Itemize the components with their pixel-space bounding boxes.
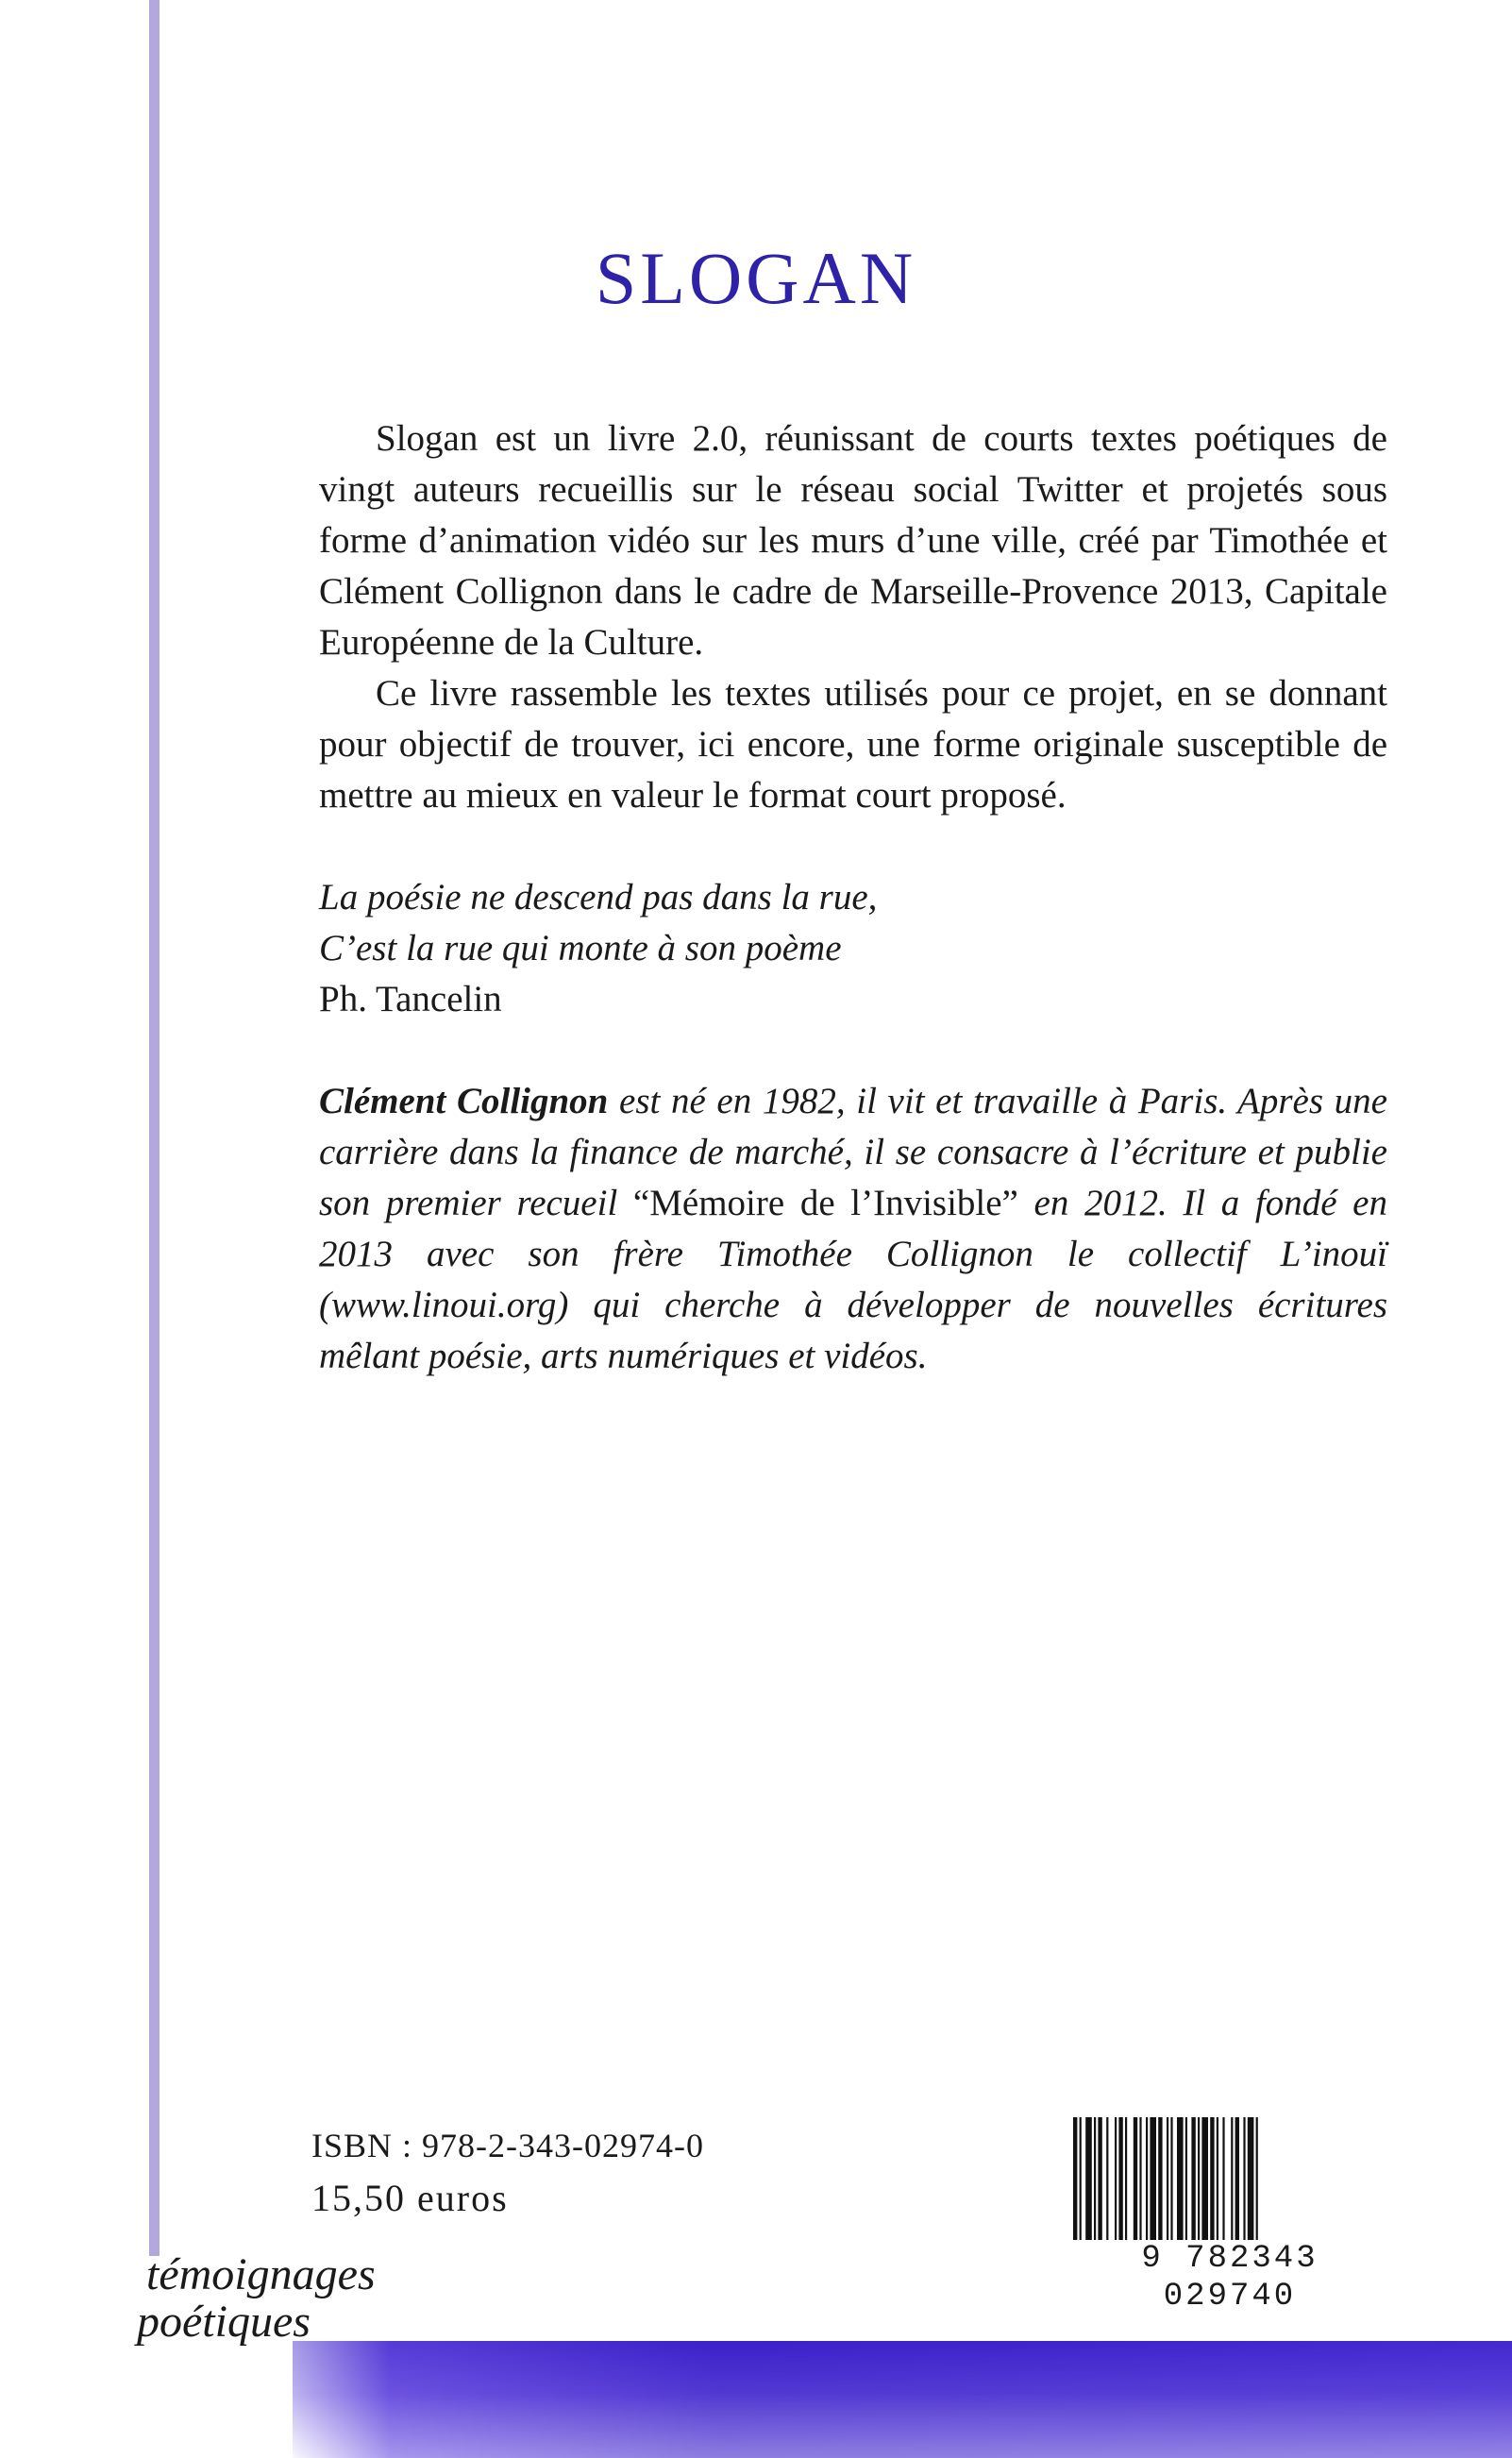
spine-accent-line [149,0,160,2256]
collection-line-2: poétiques [137,2297,311,2347]
price-label: 15,50 euros [311,2177,509,2219]
bio-text-1: est né en 1982, il vit et travaille à Paris. Après une carrière dans la finance de marché, il se consacre à l’écriture et publie son premier recueil [319,1081,1387,1223]
book-title: SLOGAN [595,237,917,319]
quote-line-1: La poésie ne descend pas dans la rue, [319,877,878,918]
summary-paragraph-2: Ce livre rassemble les textes utilisés pour ce projet, en se donnant pour objectif de trouver, ici encore, une forme originale susceptible de mettre au mieux en valeur le format court proposé. [319,673,1387,816]
back-cover-text [319,413,1387,1419]
author-bio [319,1076,1387,1382]
quote-author: Ph. Tancelin [319,979,502,1019]
bottom-color-band [293,2341,1512,2458]
barcode [1069,2117,1390,2315]
author-name: Clément Collignon [319,1081,609,1121]
collection-logo [137,2249,376,2347]
summary-paragraph-1: Slogan est un livre 2.0, réunissant de courts textes poétiques de vingt auteurs recueillis sur le réseau social Twitter et projetés sous forme d’animation vidéo sur les murs d’une ville, créé par Timothée et Clément Collignon dans le cadre de Marseille-Provence 2013, Capitale Européenne de la Culture. [319,418,1387,663]
quote-line-2: C’est la rue qui monte à son poème [319,928,842,968]
barcode-number: 9 782343 029740 [1141,2241,1319,2315]
bio-text-2: en 2012. Il a fondé en 2013 avec son frère Timothée Collignon le collectif L’inouï (www.linoui.org) qui cherche à développer de nouvelles écritures mêlant poésie, arts numériques et vidéos. [319,1183,1387,1376]
epigraph-quote [319,872,1387,1025]
barcode-bars [1069,2117,1390,2240]
isbn-label: ISBN : 978-2-343-02974-0 [311,2127,704,2164]
bio-book-title: “Mémoire de l’Invisible” [632,1183,1018,1223]
collection-line-1: témoignages [146,2249,376,2299]
